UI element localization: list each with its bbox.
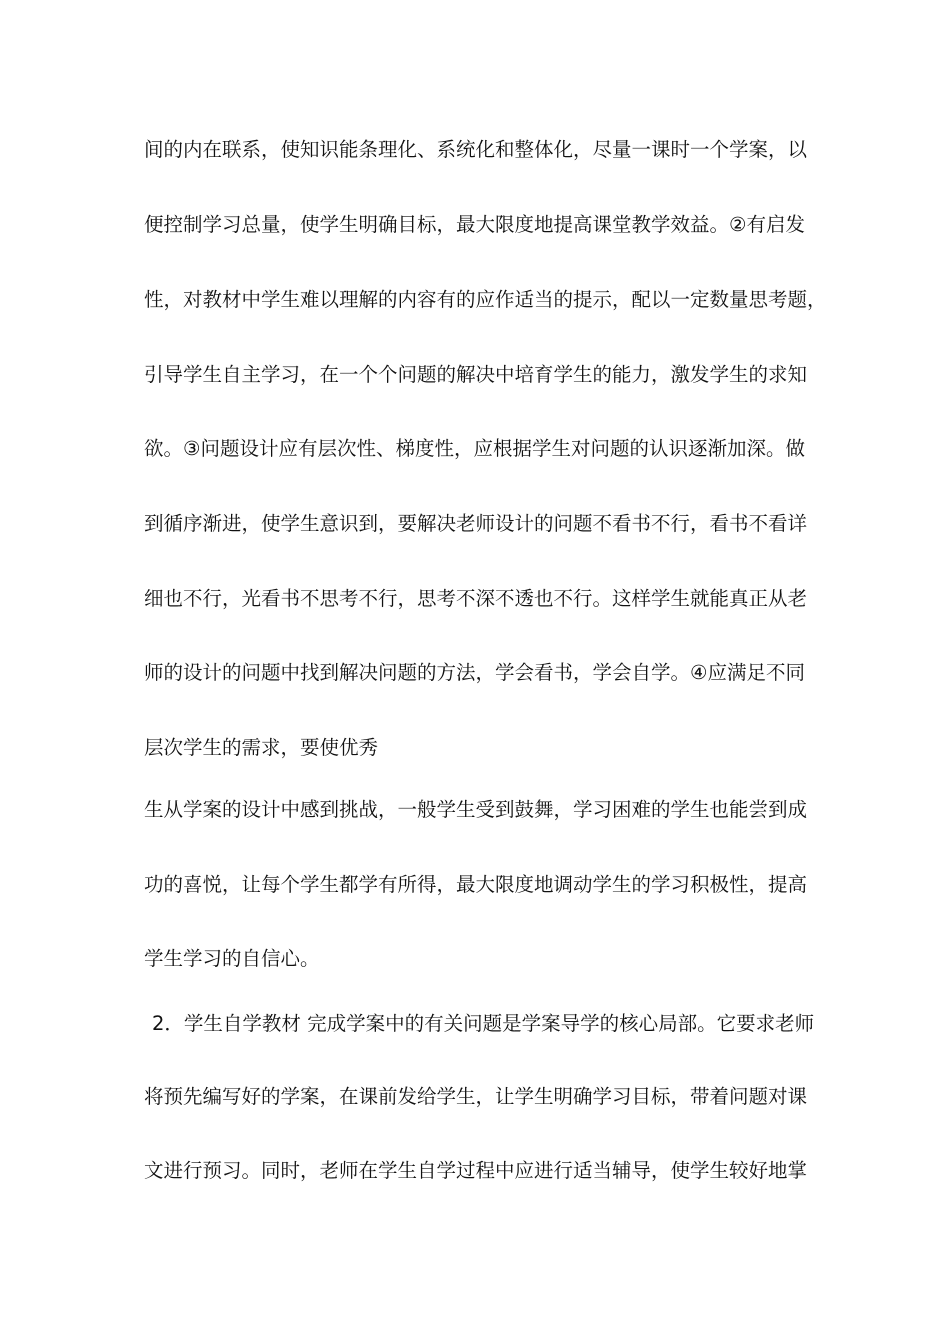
text-line: 功的喜悦，让每个学生都学有所得，最大限度地调动学生的学习积极性，提高 [144, 873, 808, 896]
text-line: 将预先编写好的学案，在课前发给学生，让学生明确学习目标，带着问题对课 [144, 1085, 808, 1108]
text-line: 间的内在联系，使知识能条理化、系统化和整体化，尽量一课时一个学案，以 [144, 138, 808, 161]
text-line: 生从学案的设计中感到挑战，一般学生受到鼓舞，学习困难的学生也能尝到成 [144, 798, 808, 821]
text-line: 细也不行，光看书不思考不行，思考不深不透也不行。这样学生就能真正从老 [144, 587, 808, 610]
section-heading-line: 2．学生自学教材 完成学案中的有关问题是学案导学的核心局部。它要求老师 [152, 1012, 815, 1035]
text-line: 学生学习的自信心。 [144, 947, 320, 970]
text-line: 性，对教材中学生难以理解的内容有的应作适当的提示，配以一定数量思考题， [144, 288, 827, 311]
text-line: 师的设计的问题中找到解决问题的方法，学会看书，学会自学。④应满足不同 [144, 661, 805, 684]
text-line: 层次学生的需求，要使优秀 [144, 736, 379, 759]
text-line: 便控制学习总量，使学生明确目标，最大限度地提高课堂教学效益。②有启发 [144, 213, 805, 236]
text-line: 引导学生自主学习，在一个个问题的解决中培育学生的能力，激发学生的求知 [144, 363, 808, 386]
text-line: 到循序渐进，使学生意识到，要解决老师设计的问题不看书不行，看书不看详 [144, 512, 808, 535]
text-line: 欲。③问题设计应有层次性、梯度性，应根据学生对问题的认识逐渐加深。做 [144, 437, 805, 460]
text-line: 文进行预习。同时，老师在学生自学过程中应进行适当辅导，使学生较好地掌 [144, 1159, 808, 1182]
